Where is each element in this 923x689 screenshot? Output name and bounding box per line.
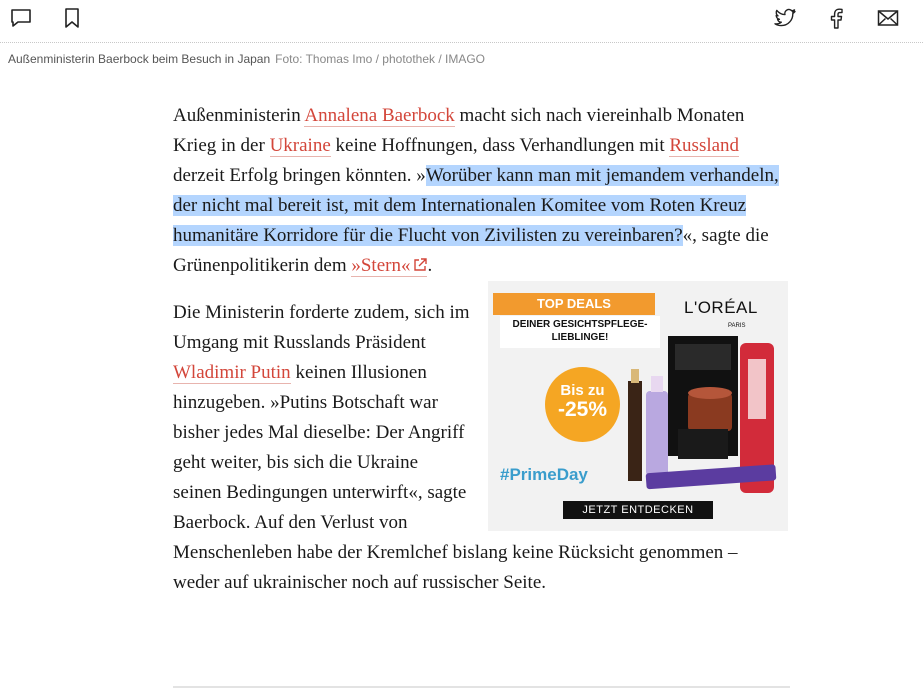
link-wladimir-putin[interactable]: Wladimir Putin <box>173 362 291 383</box>
link-russland[interactable]: Russland <box>669 135 740 156</box>
twitter-icon[interactable] <box>773 6 797 30</box>
mail-icon[interactable] <box>876 6 900 30</box>
discount-badge: Bis zu -25% <box>545 367 620 442</box>
ad-subtitle: DEINER GESICHTSPFLEGE- LIEBLINGE! <box>500 316 660 348</box>
loreal-logo: L'ORÉAL <box>684 298 758 317</box>
article-toolbar <box>0 0 923 42</box>
link-annalena-baerbock[interactable]: Annalena Baerbock <box>304 105 455 126</box>
section-divider <box>173 686 790 688</box>
comment-icon[interactable] <box>9 6 33 30</box>
facebook-icon[interactable] <box>824 6 848 30</box>
link-ukraine[interactable]: Ukraine <box>269 135 331 156</box>
image-caption <box>8 52 485 66</box>
ad-hashtag: #PrimeDay <box>500 465 588 484</box>
loreal-advertisement[interactable] <box>488 281 788 531</box>
toolbar-divider <box>0 42 923 43</box>
bookmark-icon[interactable] <box>60 6 84 30</box>
ad-top-deals: TOP DEALS <box>493 293 655 315</box>
article-body <box>173 101 788 598</box>
photo-credit: Foto: Thomas Imo / photothek / IMAGO <box>275 52 486 66</box>
caption-text: Außenministerin Baerbock beim Besuch in Japan <box>8 52 271 66</box>
ad-cta-button[interactable]: JETZT ENTDECKEN <box>563 501 713 519</box>
external-link-icon <box>413 258 427 272</box>
selected-text: Worüber kann man mit jemandem verhandeln, der nicht mal bereit ist, mit dem Internationalen Komitee vom Roten Kreuz humanitäre Korridore für die Flucht von Zivilisten zu vereinbaren? <box>173 165 779 246</box>
article-paragraph: Außenministerin Annalena Baerbock macht sich nach viereinhalb Monaten Krieg in der Ukraine keine Hoffnungen, dass Verhandlungen mit Russland derzeit Erfolg bringen könnten. »Worüber kann man mit jemandem verhandeln, der nicht mal bereit ist, mit dem Internationalen Komitee vom Roten Kreuz humanitäre Korridore für die Flucht von Zivilisten zu vereinbaren?«, sagte die Grünenpolitikerin dem »Stern« . <box>173 105 779 276</box>
article-paragraph: Die Ministerin forderte zudem, sich im Umgang mit Russlands Präsident Wladimir Putin keinen Illusionen hinzugeben. »Putins Botschaft war bisher jedes Mal dieselbe: Der Angriff geht weiter, bis sich die Ukraine seinen Bedingungen unterwirft«, sagte Baerbock. Auf den Verlust von Menschenleben habe der Kremlchef bislang keine Rücksicht genommen – weder auf ukrainischer noch auf russischer Seite. <box>173 302 738 593</box>
loreal-logo-sub: PARIS <box>728 323 746 329</box>
link-stern[interactable]: »Stern« <box>351 255 427 277</box>
